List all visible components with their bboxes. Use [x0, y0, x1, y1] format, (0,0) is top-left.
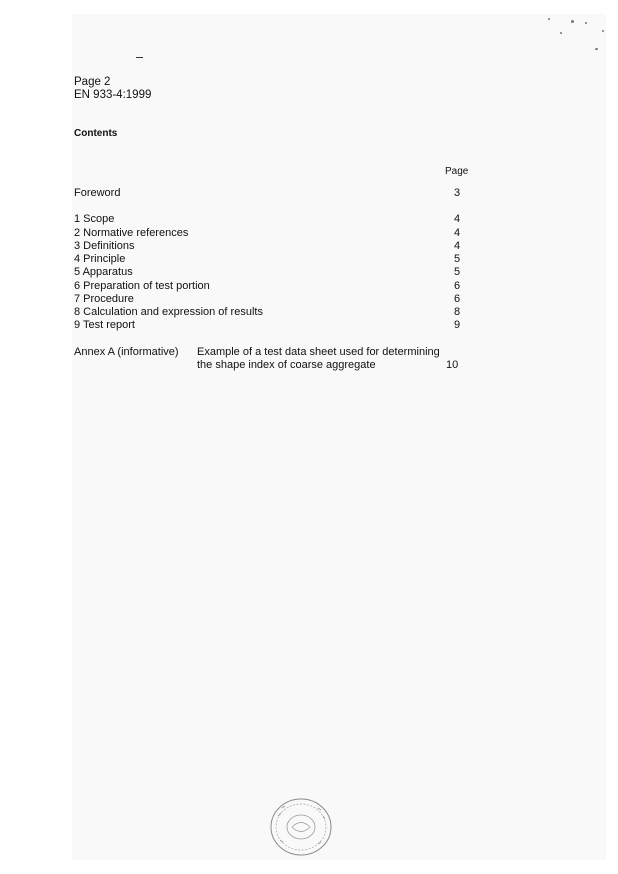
annex-page: 10: [446, 359, 459, 371]
toc-entry-page: 5: [454, 253, 461, 265]
annex-title-line1: Example of a test data sheet used for determining: [197, 346, 440, 358]
scan-speck: [571, 20, 574, 23]
toc-entry-label: 9 Test report: [74, 319, 135, 331]
scan-speck: [548, 18, 550, 20]
toc-entry-label: 1 Scope: [74, 213, 115, 225]
toc-entry-label: 4 Principle: [74, 253, 126, 265]
annex-title-line2: the shape index of coarse aggregate: [197, 359, 376, 371]
scan-mark: [136, 57, 143, 58]
toc-entry-label: 3 Definitions: [74, 240, 135, 252]
toc-entry-label: 8 Calculation and expression of results: [74, 306, 263, 318]
toc-entry-page: 3: [454, 187, 461, 199]
toc-entry-page: 4: [454, 226, 461, 239]
scan-speck: [560, 32, 562, 34]
toc-entry-label: 5 Apparatus: [74, 266, 133, 278]
toc-entry-page: 5: [454, 266, 461, 278]
contents-heading: Contents: [74, 128, 118, 139]
official-seal-stamp: [268, 796, 334, 858]
toc-entry-page: 8: [454, 306, 461, 318]
scan-speck: [602, 30, 604, 32]
toc-entry-label: 7 Procedure: [74, 292, 134, 305]
toc-entry-page: 6: [454, 279, 461, 292]
scan-speck: [595, 48, 598, 50]
toc-entry-page: 4: [454, 213, 461, 225]
scan-speck: [585, 22, 587, 24]
toc-entry-page: 9: [454, 319, 461, 331]
toc-entry-page: 4: [454, 240, 461, 252]
document-page: [72, 14, 606, 860]
page-number: Page 2: [74, 76, 111, 88]
toc-entry-label: 2 Normative references: [74, 226, 189, 239]
page-column-heading: Page: [445, 166, 469, 177]
toc-entry-label: 6 Preparation of test portion: [74, 279, 210, 292]
toc-entry-page: 6: [454, 292, 461, 305]
toc-entry-label: Foreword: [74, 187, 121, 199]
standard-id: EN 933-4:1999: [74, 89, 152, 101]
annex-label: Annex A (informative): [74, 346, 179, 358]
